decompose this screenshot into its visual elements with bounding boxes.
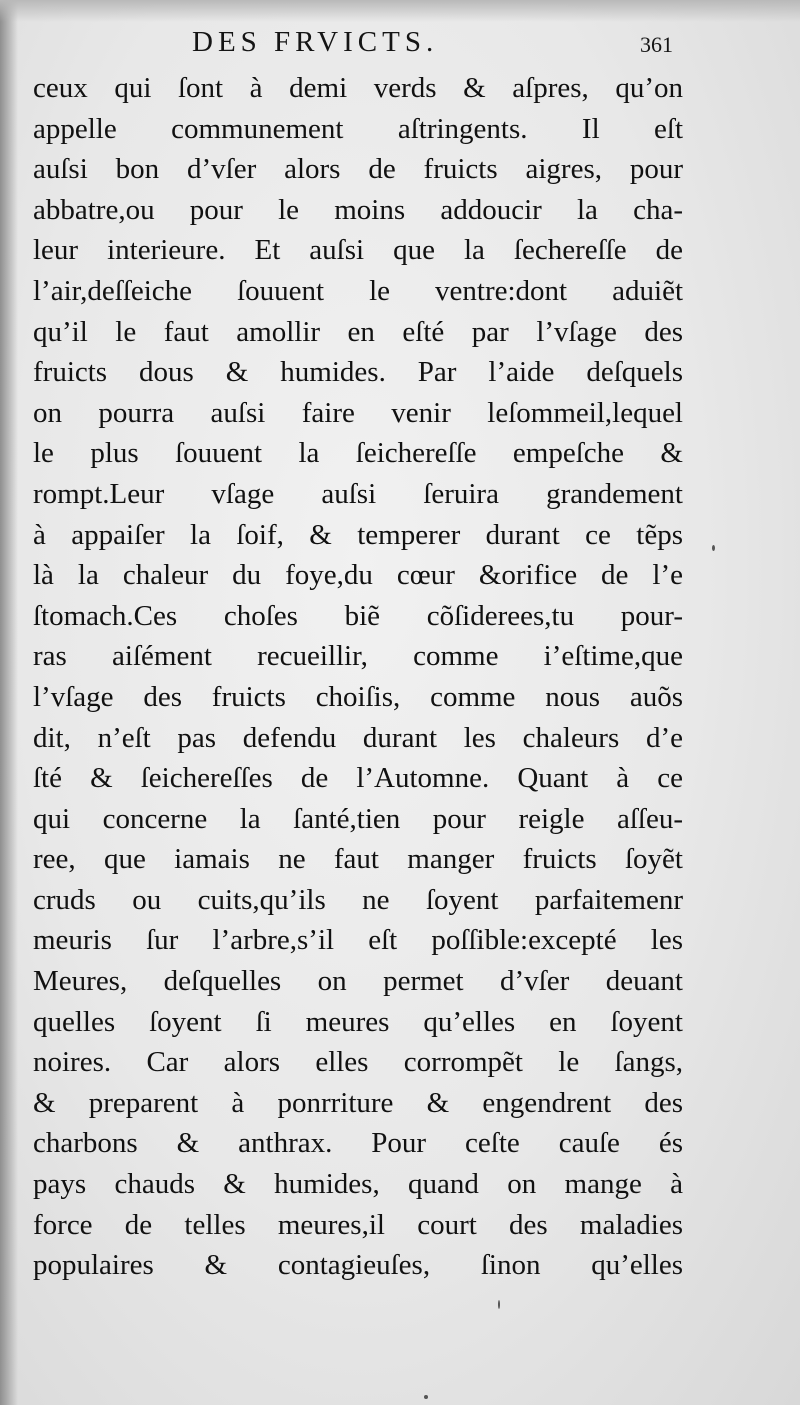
running-head: DES FRVICTS. [192, 26, 439, 58]
text-line: quelles ſoyent ſi meures qu’elles en ſoyent [33, 1005, 683, 1038]
text-line: le plus ſouuent la ſeichereſſe empeſche & [33, 437, 683, 470]
text-line: leur interieure. Et auſsi que la ſechereſſe de [33, 234, 683, 267]
paper-speck [498, 1300, 500, 1309]
text-line: force de telles meures,il court des maladies [33, 1208, 683, 1241]
text-line: l’air,deſſeiche ſouuent le ventre:dont aduiẽt [33, 274, 683, 307]
text-line: meuris ſur l’arbre,s’il eſt poſſible:excepté les [33, 924, 683, 957]
text-line: qu’il le faut amollir en eſté par l’vſage des [33, 315, 683, 348]
gutter-shadow [0, 0, 18, 1405]
text-line: charbons & anthrax. Pour ceſte cauſe és [33, 1127, 683, 1160]
body-text [33, 68, 683, 1286]
text-line: appelle communement aſtringents. Il eſt [33, 112, 683, 145]
text-line: qui concerne la ſanté,tien pour reigle aſſeu- [33, 802, 683, 835]
text-line: cruds ou cuits,qu’ils ne ſoyent parfaitemenr [33, 883, 683, 916]
text-line: ras aiſément recueillir, comme i’eſtime,que [33, 640, 683, 673]
paper-speck [424, 1395, 428, 1399]
page-header [0, 24, 800, 64]
text-line: ree, que iamais ne faut manger fruicts ſoyẽt [33, 843, 683, 876]
text-line: là la chaleur du foye,du cœur &orifice de l’e [33, 559, 683, 592]
text-line: auſsi bon d’vſer alors de fruicts aigres, pour [33, 153, 683, 186]
page-number: 361 [640, 32, 673, 57]
text-line: & preparent à ponrriture & engendrent des [33, 1086, 683, 1119]
text-line: à appaiſer la ſoif, & temperer durant ce tẽps [33, 518, 683, 551]
paper-speck [712, 545, 715, 551]
text-line: on pourra auſsi faire venir leſommeil,lequel [33, 396, 683, 429]
text-line: ſté & ſeichereſſes de l’Automne. Quant à ce [33, 762, 683, 795]
top-edge-shadow [0, 0, 800, 22]
text-line: abbatre,ou pour le moins addoucir la cha- [33, 193, 683, 226]
text-line: populaires & contagieuſes, ſinon qu’elles [33, 1249, 683, 1282]
text-line: rompt.Leur vſage auſsi ſeruira grandement [33, 477, 683, 510]
text-line: ceux qui ſont à demi verds & aſpres, qu’on [33, 72, 683, 104]
text-line: fruicts dous & humides. Par l’aide deſquels [33, 356, 683, 389]
text-line: l’vſage des fruicts choiſis, comme nous auõs [33, 680, 683, 713]
text-line: pays chauds & humides, quand on mange à [33, 1168, 683, 1201]
text-line: noires. Car alors elles corrompẽt le ſangs, [33, 1046, 683, 1079]
text-line: dit, n’eſt pas defendu durant les chaleurs d’e [33, 721, 683, 754]
text-line: ſtomach.Ces choſes biẽ cõſiderees,tu pour- [33, 599, 683, 632]
text-line: Meures, deſquelles on permet d’vſer deuant [33, 965, 683, 998]
